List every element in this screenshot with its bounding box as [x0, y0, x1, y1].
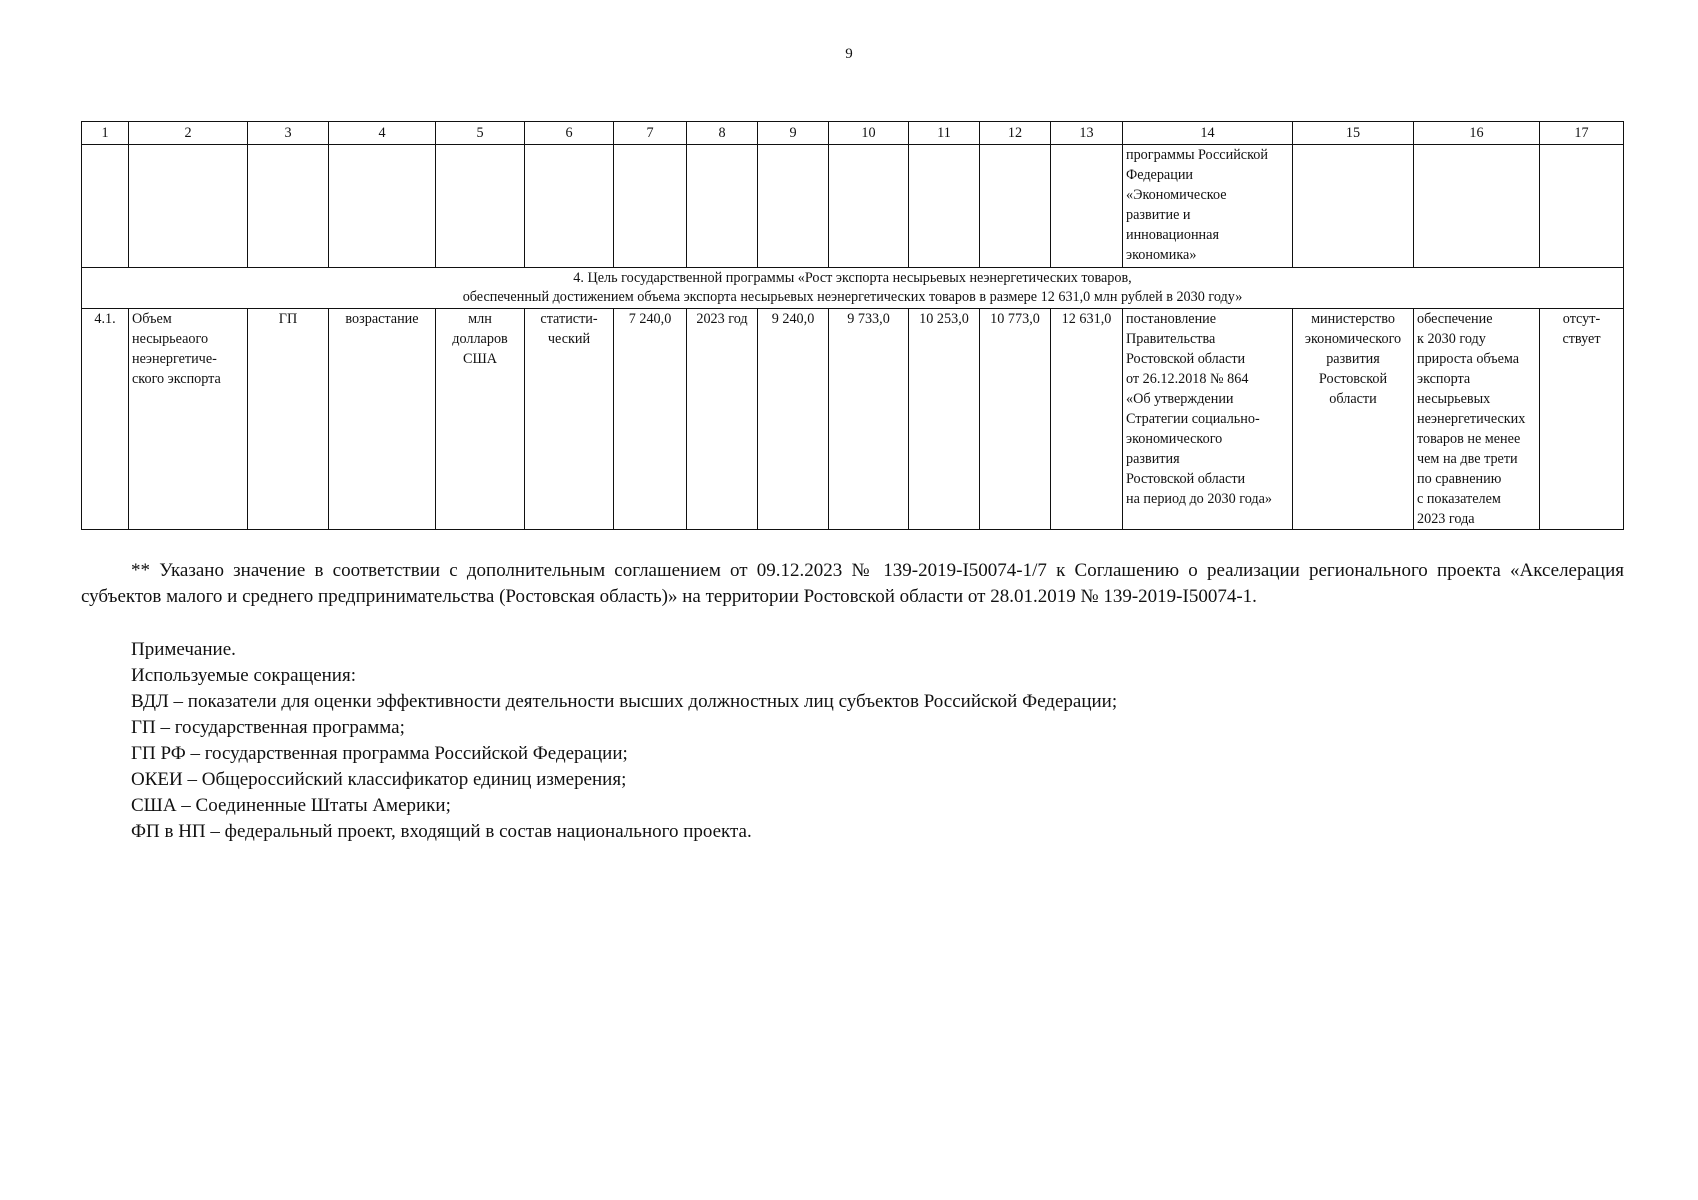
abbreviation-item: ФП в НП – федеральный проект, входящий в состав национального проекта. — [131, 821, 752, 842]
column-number: 7 — [614, 122, 687, 145]
value-cell: 12 631,0 — [1051, 309, 1123, 530]
table-row — [82, 145, 1624, 268]
notes-section — [131, 637, 1611, 845]
value-cell: 9 733,0 — [829, 309, 909, 530]
column-number: 16 — [1414, 122, 1540, 145]
base-value: 7 240,0 — [614, 309, 687, 530]
table-header-row — [82, 122, 1624, 145]
indicator-type: статисти- ческий — [525, 309, 614, 530]
abbreviation-item: ВДЛ – показатели для оценки эффективности деятельности высших должностных лиц субъектов Российской Федерации; — [131, 691, 1118, 712]
column-number: 3 — [248, 122, 329, 145]
column-number: 9 — [758, 122, 829, 145]
indicator-level: ГП — [248, 309, 329, 530]
column-number: 5 — [436, 122, 525, 145]
column-number: 15 — [1293, 122, 1414, 145]
value-cell: 9 240,0 — [758, 309, 829, 530]
indicator-trend: возрастание — [329, 309, 436, 530]
page-number: 9 — [845, 46, 853, 62]
indicator-name: Объем несырьеаого неэнергетиче- ского экспорта — [129, 309, 248, 530]
program-reference-cell: программы Российской Федерации «Экономическое развитие и инновационная экономика» — [1123, 145, 1293, 268]
value-cell: 10 253,0 — [909, 309, 980, 530]
abbreviation-item: ОКЕИ – Общероссийский классификатор единиц измерения; — [131, 769, 627, 790]
column-number: 12 — [980, 122, 1051, 145]
notes-subtitle: Используемые сокращения: — [131, 665, 356, 686]
column-number: 2 — [129, 122, 248, 145]
column-number: 6 — [525, 122, 614, 145]
responsible-body: министерство экономического развития Ростовской области — [1293, 309, 1414, 530]
abbreviation-item: ГП – государственная программа; — [131, 717, 405, 738]
column-number: 10 — [829, 122, 909, 145]
legal-document-cell: постановление Правительства Ростовской области от 26.12.2018 № 864 «Об утверждении Стратегии социально- экономического развития Ростовской области на период до 2030 года» — [1123, 309, 1293, 530]
abbreviation-item: США – Соединенные Штаты Америки; — [131, 795, 451, 816]
base-year: 2023 год — [687, 309, 758, 530]
column-number: 13 — [1051, 122, 1123, 145]
column-number: 1 — [82, 122, 129, 145]
table-row — [82, 309, 1624, 530]
column-number: 14 — [1123, 122, 1293, 145]
row-number: 4.1. — [82, 309, 129, 530]
value-cell: 10 773,0 — [980, 309, 1051, 530]
abbreviation-item: ГП РФ – государственная программа Российской Федерации; — [131, 743, 628, 764]
notes-title: Примечание. — [131, 639, 236, 660]
goal-section-row — [82, 268, 1624, 309]
goal-heading: 4. Цель государственной программы «Рост экспорта несырьевых неэнергетических товаров, обеспеченный достижением объема экспорта несырьевых неэнергетических товаров в размере 12 631,0 млн рублей в 2030 году» — [82, 268, 1624, 309]
unit-of-measure: млн долларов США — [436, 309, 525, 530]
indicators-table — [81, 121, 1624, 530]
footnote: ** Указано значение в соответствии с дополнительным соглашением от 09.12.2023 № 139-2019-I50074-1/7 к Соглашению о реализации регионального проекта «Акселерация субъектов малого и среднего предпринимательства (Ростовская область)» на территории Ростовской области от 28.01.2019 № 139-2019-I50074-1. — [81, 560, 1624, 607]
column-number: 8 — [687, 122, 758, 145]
linkage-cell: обеспечение к 2030 году прироста объема экспорта несырьевых неэнергетических товаров не менее чем на две трети по сравнению с показателем 2023 года — [1414, 309, 1540, 530]
column-number: 17 — [1540, 122, 1624, 145]
column-number: 4 — [329, 122, 436, 145]
column-number: 11 — [909, 122, 980, 145]
info-system-cell: отсут- ствует — [1540, 309, 1624, 530]
